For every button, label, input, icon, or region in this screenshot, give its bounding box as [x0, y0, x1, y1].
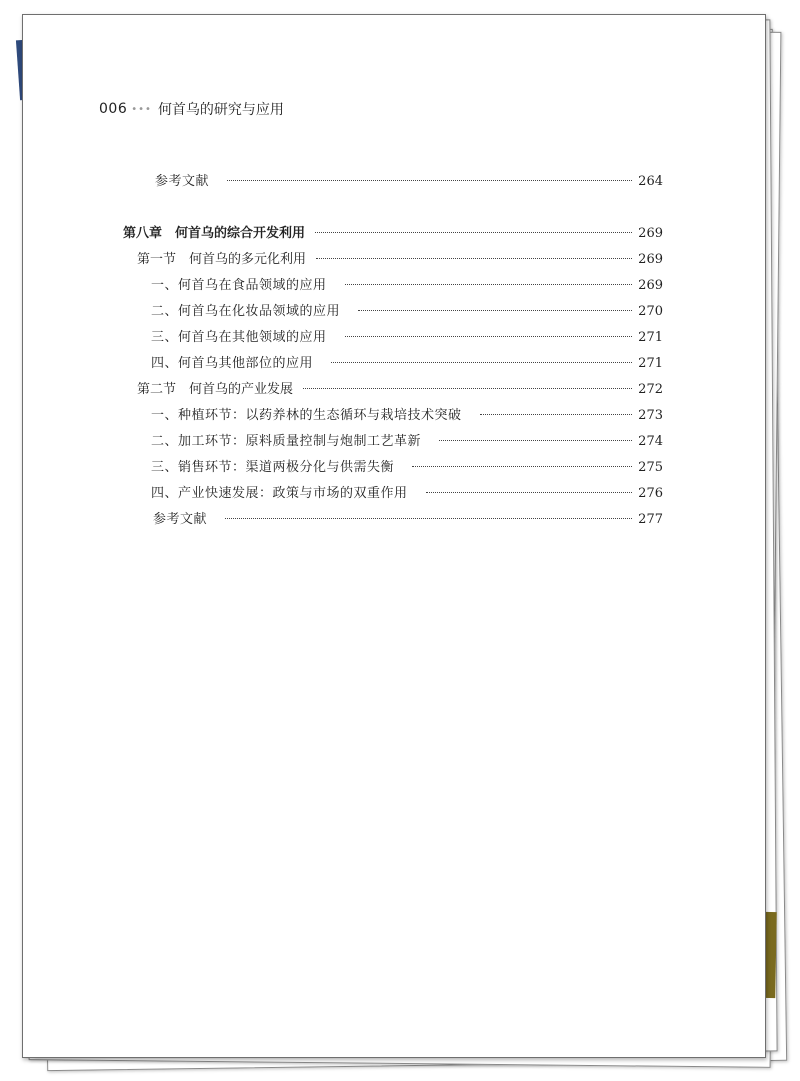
header-book-title: 何首乌的研究与应用 [157, 102, 284, 118]
toc-dot-leader [227, 180, 632, 181]
toc-dot-leader [480, 414, 633, 415]
toc-dot-leader [315, 232, 632, 233]
toc-entry-title: 四、何首乌其他部位的应用 [151, 356, 314, 371]
toc-subsection-entry [123, 274, 663, 294]
toc-page-number: 271 [638, 330, 663, 345]
toc-dot-leader [331, 362, 632, 363]
header-separator: ••• [131, 103, 152, 115]
toc-page-number: 275 [638, 460, 663, 475]
toc-dot-leader [303, 388, 632, 389]
toc-page-number: 276 [638, 486, 663, 501]
toc-dot-leader [345, 336, 633, 337]
toc-page-number: 272 [638, 382, 663, 397]
toc-page-number: 269 [638, 226, 663, 241]
toc-page-number: 270 [638, 304, 663, 319]
toc-dot-leader [426, 492, 633, 493]
toc-entry-title: 参考文献 [155, 174, 210, 189]
toc-entry-title: 四、产业快速发展：政策与市场的双重作用 [151, 486, 408, 501]
toc-page-number: 269 [638, 278, 663, 293]
toc-subsection-entry [123, 456, 663, 476]
toc-entry-title: 三、销售环节：渠道两极分化与供需失衡 [151, 460, 395, 475]
toc-section-entry [123, 378, 663, 398]
toc-entry-title: 参考文献 [153, 512, 208, 527]
toc-dot-leader [316, 258, 632, 259]
toc-dot-leader [412, 466, 632, 467]
toc-dot-leader [345, 284, 633, 285]
toc-subsection-entry [123, 326, 663, 346]
toc-entry-title: 三、何首乌在其他领域的应用 [151, 330, 327, 345]
toc-dot-leader [439, 440, 632, 441]
toc-page-number: 274 [638, 434, 663, 449]
toc-entry-title: 一、种植环节：以药养林的生态循环与栽培技术突破 [151, 408, 462, 423]
document-page [22, 14, 766, 1058]
toc-page-number: 277 [638, 512, 663, 527]
toc-subsection-entry [123, 300, 663, 320]
toc-subsection-entry [123, 352, 663, 372]
toc-entry-title: 一、何首乌在食品领域的应用 [151, 278, 327, 293]
toc-page-number: 269 [638, 252, 663, 267]
toc-entry-title: 第一节 何首乌的多元化利用 [137, 252, 307, 267]
toc-dot-leader [225, 518, 632, 519]
toc-entry-title: 二、加工环节：原料质量控制与炮制工艺革新 [151, 434, 422, 449]
toc-page-number: 264 [638, 174, 663, 189]
toc-section-entry [123, 248, 663, 268]
toc-subsection-entry [123, 508, 663, 528]
toc-subsection-entry [123, 404, 663, 424]
toc-page-number: 271 [638, 356, 663, 371]
toc-subsection-entry [123, 170, 663, 190]
toc-entry-title: 第二节 何首乌的产业发展 [137, 382, 294, 397]
toc-entry-title: 第八章 何首乌的综合开发利用 [123, 226, 306, 241]
toc-chapter-entry [123, 222, 663, 242]
toc-dot-leader [358, 310, 632, 311]
toc-page-number: 273 [638, 408, 663, 423]
running-header [99, 99, 284, 119]
toc-subsection-entry [123, 430, 663, 450]
toc-subsection-entry [123, 482, 663, 502]
header-page-number: 006 [99, 101, 128, 117]
toc-entry-title: 二、何首乌在化妆品领域的应用 [151, 304, 341, 319]
